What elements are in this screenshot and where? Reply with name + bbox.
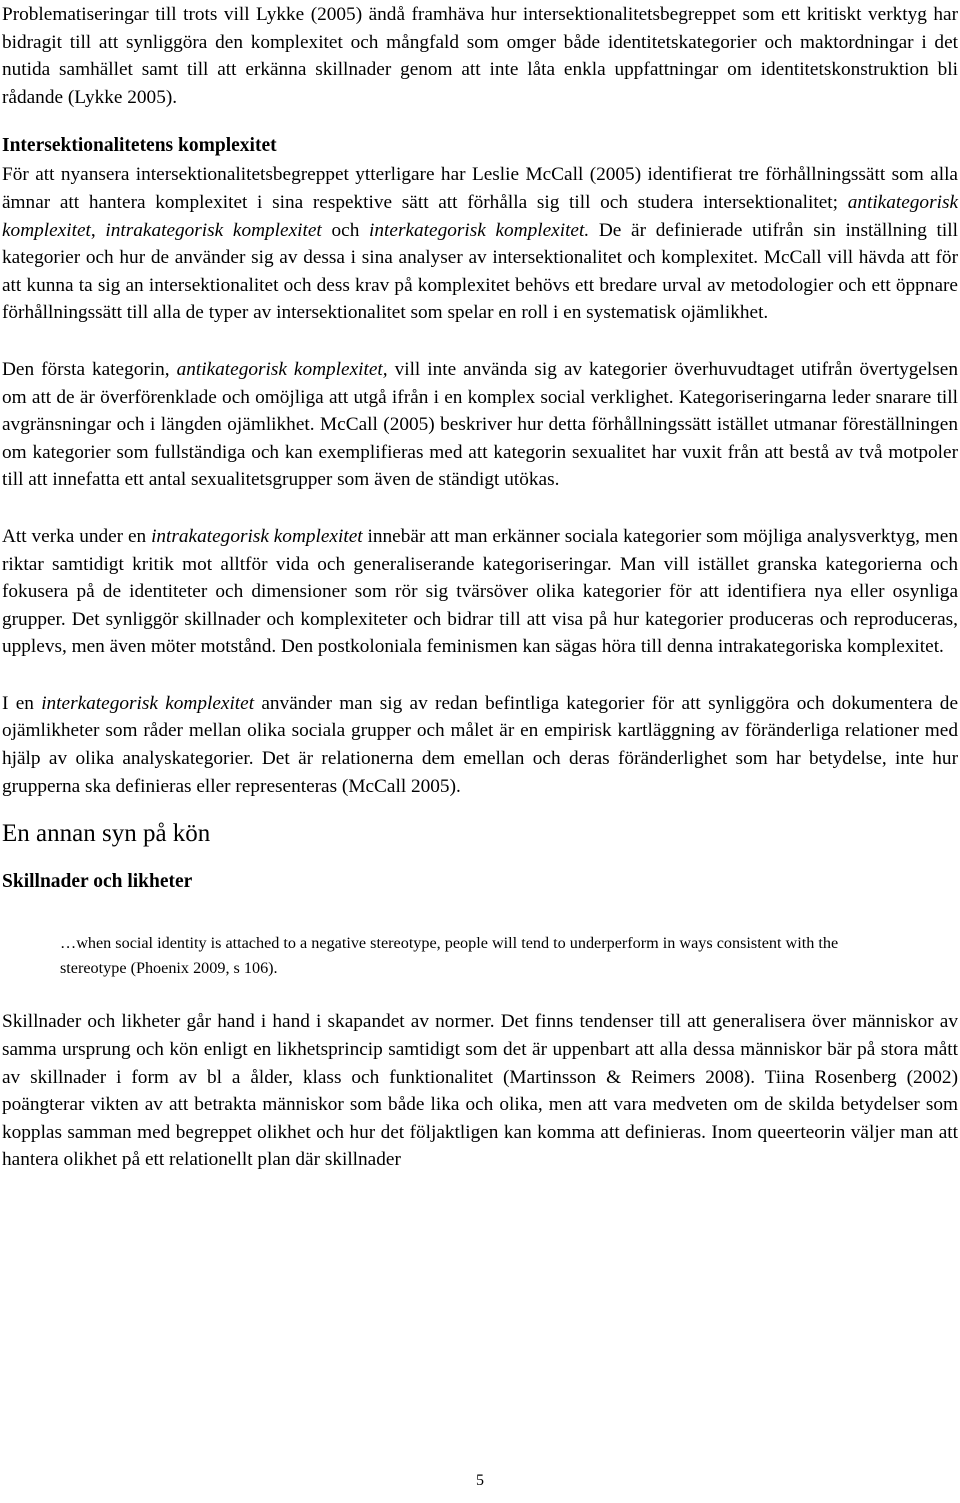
- paragraph-antikategorisk: [2, 356, 958, 494]
- paragraph-intrakategorisk: [2, 523, 958, 661]
- heading-intersectionality-complexity: Intersektionalitetens komplexitet: [2, 135, 277, 157]
- term-antikategorisk: antikategorisk komplexitet,: [176, 358, 388, 380]
- page-number: 5: [476, 1472, 484, 1489]
- text-span: ,: [90, 219, 106, 241]
- section-heading: En annan syn på kön: [2, 820, 211, 848]
- paragraph-mccall: [2, 161, 958, 327]
- term-interkategorisk: interkategorisk komplexitet.: [369, 219, 590, 241]
- text-span: Att verka under en: [2, 525, 152, 547]
- text-span: I en: [2, 692, 42, 714]
- heading-differences-similarities: Skillnader och likheter: [2, 871, 193, 893]
- text-span: För att nyansera intersektionalitetsbegreppet ytterligare har Leslie McCall (2005) identifierat tre förhållningssätt som alla ämnar att hantera komplexitet i sina respektive sätt att förhålla sig till och studera intersektionalitet;: [2, 164, 958, 213]
- term-intrakategorisk: intrakategorisk komplexitet: [105, 219, 322, 241]
- paragraph-intro: Problematiseringar till trots vill Lykke (2005) ändå framhäva hur intersektionalitetsbegreppet som ett kritiskt verktyg har bidragit till att synliggöra den komplexitet och mångfald som omger både identitetskategorier och maktordningar i det nutida samhället samt till att erkänna skillnader genom att inte låta enkla uppfattningar om identitetskonstruktion bli rådande (Lykke 2005).: [2, 4, 958, 108]
- term-interkategorisk: interkategorisk komplexitet: [41, 692, 255, 714]
- text-span: Den första kategorin,: [2, 358, 177, 380]
- text-span: använder man sig av redan befintliga kategorier för att synliggöra och dokumentera de ojämlikheter som råder mellan olika sociala grupper och målet är en empirisk kartläggning av föränderliga relationer med hjälp av olika analyskategorier. Det är relationerna dem emellan och deras föränderlighet som har betydelse, inte hur grupperna ska definieras eller representeras (McCall 2005).: [2, 692, 958, 797]
- text-span: De är definierade utifrån sin inställning till kategorier och hur de använder sig av dessa i sina analyser av intersektionalitet och komplexitet. McCall vill hävda att för att kunna ta sig an intersektionalitet och dess krav på komplexitet behövs ett bredare urval av metodologier och ett öppnare förhållningssätt till alla de typer av intersektionalitet som spelar en roll i en systematisk ojämlikhet.: [2, 219, 958, 324]
- paragraph-differences: Skillnader och likheter går hand i hand i skapandet av normer. Det finns tendenser till att generalisera över människor av samma ursprung och kön enligt en likhetsprincip samtidigt som det är uppenbart att alla dessa människor bär på stora mått av skillnader i form av bl a ålder, klass och funktionalitet (Martinsson & Reimers 2008). Tiina Rosenberg (2002) poängterar vikten av att betrakta människor som både lika och olika, men att vara medveten om de skilda betydelser som kopplas samman med begreppet olikhet och hur det följaktligen kan komma att definieras. Inom queerteorin väljer man att hantera olikhet på ett relationellt plan där skillnader: [2, 1011, 958, 1171]
- paragraph-interkategorisk: [2, 690, 958, 800]
- term-antikategorisk: antikategorisk komplexitet: [2, 191, 958, 241]
- text-span: vill inte använda sig av kategorier överhuvudtaget utifrån övertygelsen om att de är överförenklade och omöjliga att utgå ifrån i en komplex social verklighet. Kategoriseringarna leder snarare till avgränsningar och i längden ojämlikhet. McCall (2005) beskriver hur detta förhållningssätt istället utmanar föreställningen om kategorier som fullständiga och kan exemplifieras med att kategorin sexualitet har vuxit från att bestå av två motpoler till att innefatta ett antal sexualitetsgrupper som även de ständigt utökas.: [2, 358, 958, 491]
- text-span: och: [321, 219, 370, 241]
- text-span: innebär att man erkänner sociala kategorier som möjliga analysverktyg, men riktar samtidigt kritik mot alltför vida och generaliserande kategoriseringar. Man vill istället granska kategorierna och fokusera på de identiteter och dimensioner som rör sig tvärsöver olika kategorier för att identifiera nya eller osynliga grupper. Det synliggör skillnader och komplexiteter och bidrar till att visa på hur kategorier produceras och reproduceras, upplevs, men även möter motstånd. Den postkoloniala feminismen kan sägas höra till denna intrakategoriska komplexitet.: [2, 525, 958, 658]
- block-quote: …when social identity is attached to a negative stereotype, people will tend to underperform in ways consistent with the stereotype (Phoenix 2009, s 106).: [60, 934, 839, 977]
- term-intrakategorisk: intrakategorisk komplexitet: [151, 525, 363, 547]
